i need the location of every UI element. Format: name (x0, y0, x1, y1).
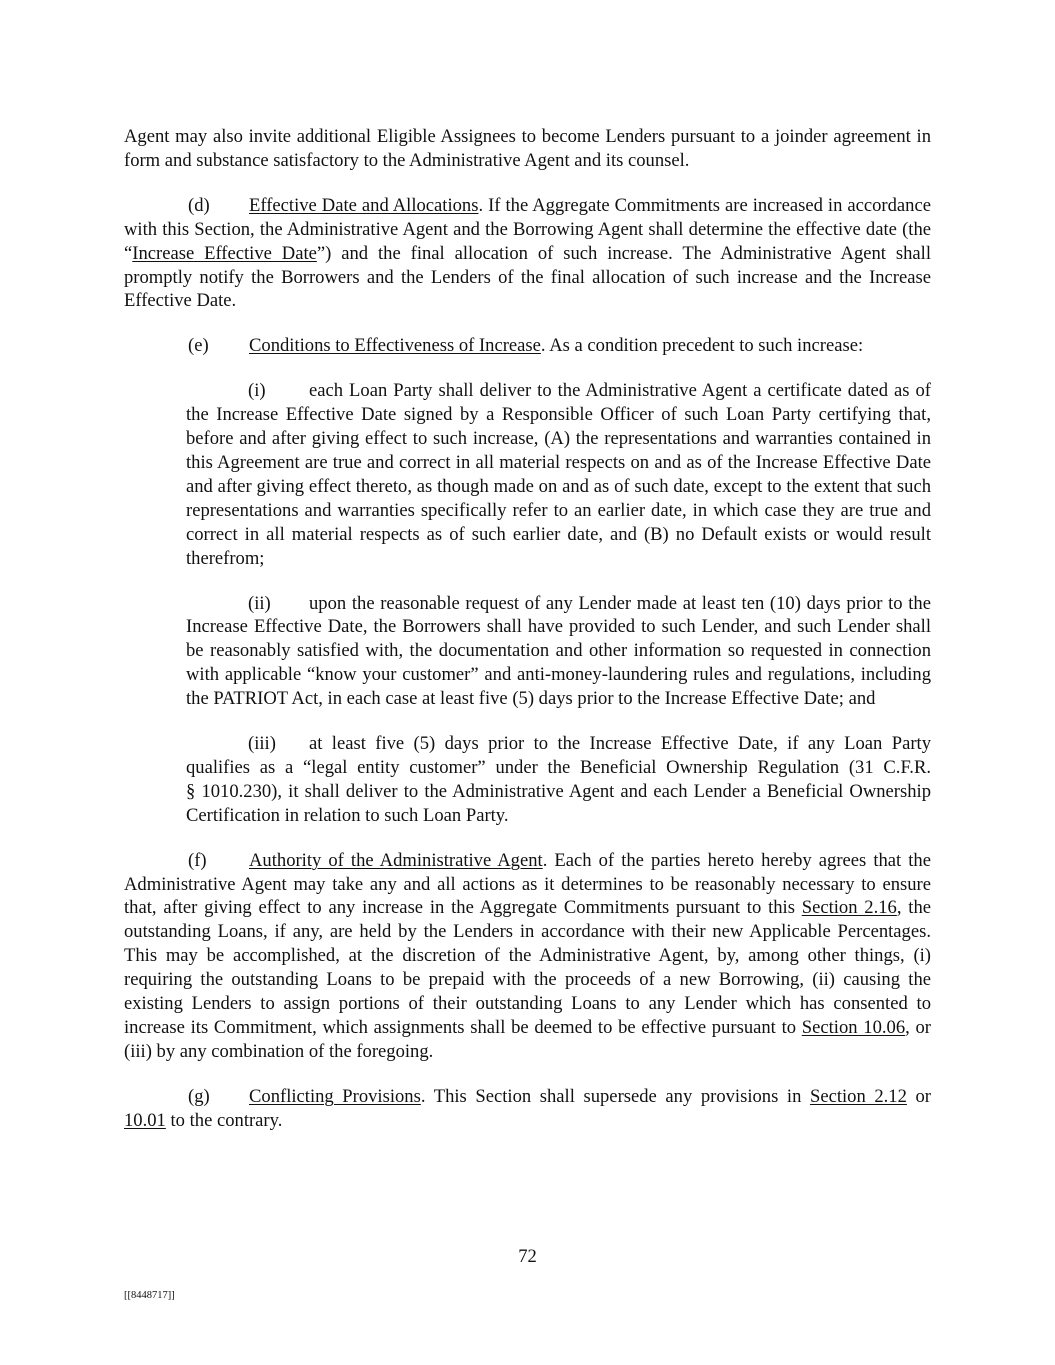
section-d-paragraph: (d) Effective Date and Allocations. If the Aggregate Commitments are increased in accordance with this Section, the Administrative Agent and the Borrowing Agent shall determine the effective date (the “Increase Effective Date”) and the final allocation of such increase. The Administrative Agent shall promptly notify the Borrowers and the Lenders of the final allocation of such increase and the Increase Effective Date. (124, 194, 931, 312)
section-e-label: (e) (188, 335, 209, 357)
document-body (124, 125, 931, 1133)
section-e-item-iii: (iii) at least five (5) days prior to the Increase Effective Date, if any Loan Party qualifies as a “legal entity customer” under the Beneficial Ownership Regulation (31 C.F.R. § 1010.230), it shall deliver to the Administrative Agent and each Lender a Beneficial Ownership Certification in relation to such Loan Party. (186, 733, 931, 826)
section-f-label: (f) (188, 849, 207, 871)
section-e-item-i: (i) each Loan Party shall deliver to the Administrative Agent a certificate dated as of the Increase Effective Date signed by a Responsible Officer of such Loan Party certifying that, before and after giving effect to such increase, (A) the representations and warranties contained in this Agreement are true and correct in all material respects on and as of the Increase Effective Date and after giving effect thereto, as though made on and as of such date, except to the extent that such representations and warranties specifically refer to an earlier date, in which case they are true and correct in all material respects as of such earlier date, and (B) no Default exists or would result therefrom; (186, 380, 931, 569)
section-g-label: (g) (188, 1085, 210, 1107)
item-ii-label: (ii) (248, 592, 271, 614)
section-g-heading: Conflicting Provisions (249, 1085, 421, 1107)
section-d-label: (d) (188, 194, 210, 216)
section-e-paragraph: (e) Conditions to Effectiveness of Increase. As a condition precedent to such increase: (188, 335, 864, 357)
section-g-paragraph: (g) Conflicting Provisions. This Section shall supersede any provisions in Section 2.12 or 10.01 to the contrary. (124, 1085, 931, 1131)
page-number: 72 (518, 1246, 537, 1267)
section-e-heading: Conditions to Effectiveness of Increase (249, 335, 541, 357)
section-2-16-reference: Section 2.16 (801, 897, 897, 919)
section-f-paragraph: (f) Authority of the Administrative Agent. Each of the parties hereto hereby agrees that the Administrative Agent may take any and all actions as it determines to be reasonably necessary to ensure that, after giving effect to any increase in the Aggregate Commitments pursuant to this Section 2.16, the outstanding Loans, if any, are held by the Lenders in accordance with their new Applicable Percentages. This may be accomplished, at the discretion of the Administrative Agent, by, among other things, (i) requiring the outstanding Loans to be prepaid with the proceeds of a new Borrowing, (ii) causing the existing Lenders to assign portions of their outstanding Loans to any Lender which has consented to increase its Commitment, which assignments shall be deemed to be effective pursuant to Section 10.06, or (iii) by any combination of the foregoing. (124, 849, 932, 1062)
section-e-item-ii: (ii) upon the reasonable request of any Lender made at least ten (10) days prior to the Increase Effective Date, the Borrowers shall have provided to such Lender, and such Lender shall be reasonably satisfied with, the documentation and other information so requested in connection with applicable “know your customer” and anti-money-laundering rules and regulations, including the PATRIOT Act, in each case at least five (5) days prior to the Increase Effective Date; and (186, 592, 931, 710)
section-10-06-reference: Section 10.06 (801, 1017, 906, 1038)
defined-term-increase-effective-date: Increase Effective Date (132, 242, 317, 264)
section-f-heading: Authority of the Administrative Agent (249, 849, 543, 871)
item-iii-label: (iii) (248, 733, 276, 755)
section-2-12-reference: Section 2.12 (809, 1085, 907, 1107)
intro-paragraph: Agent may also invite additional Eligible Assignees to become Lenders pursuant to a joinder agreement in form and substance satisfactory to the Administrative Agent and its counsel. (124, 126, 931, 171)
document-id: [[8448717]] (124, 1290, 175, 1301)
section-10-01-reference: 10.01 (124, 1109, 166, 1131)
item-i-label: (i) (248, 380, 266, 402)
section-d-heading: Effective Date and Allocations (249, 194, 479, 216)
